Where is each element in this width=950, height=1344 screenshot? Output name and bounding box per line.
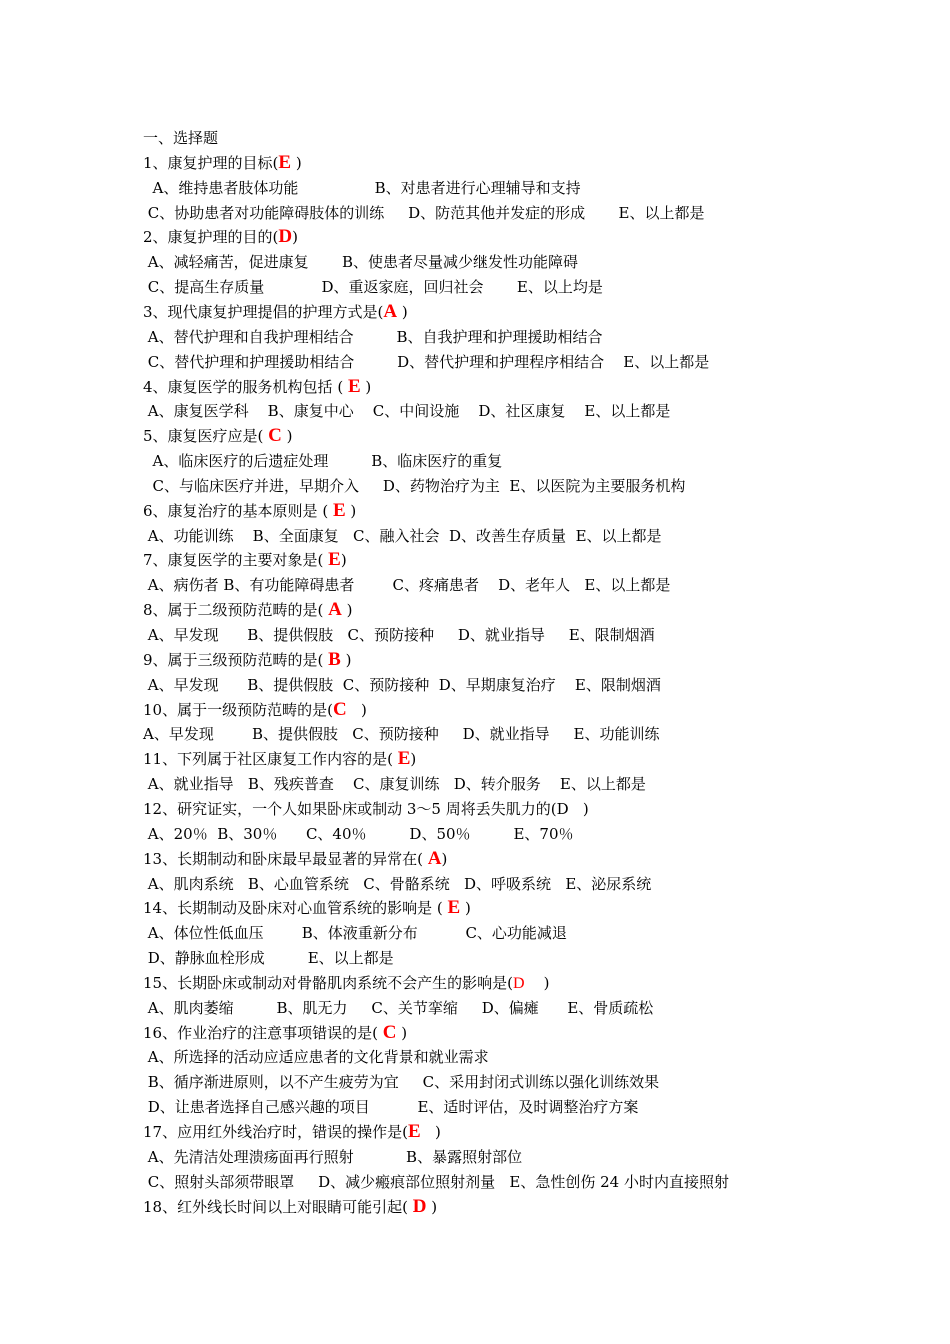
question-close: ) bbox=[426, 1197, 438, 1216]
question-stem bbox=[143, 550, 347, 570]
question-stem bbox=[143, 426, 293, 446]
question-text: 应用红外线治疗时，错误的操作是( bbox=[177, 1123, 408, 1141]
question-text: 康复医疗应是( bbox=[167, 427, 269, 446]
option-line: A、减轻痛苦，促进康复 B、使患者尽量减少继发性功能障碍 bbox=[143, 253, 579, 272]
option-line: A、早发现 B、提供假肢 C、预防接种 D、早期康复治疗 E、限制烟酒 bbox=[143, 675, 661, 694]
question-text: 康复护理的目标( bbox=[167, 153, 279, 172]
question-number: 2、 bbox=[143, 228, 168, 247]
question-text: 红外线长时间以上对眼睛可能引起( bbox=[177, 1197, 413, 1216]
question-number: 17、 bbox=[143, 1123, 178, 1141]
question-stem bbox=[143, 849, 447, 869]
question-close: ) bbox=[441, 849, 448, 868]
question-text: 现代康复护理提倡的护理方式是( bbox=[167, 302, 384, 321]
question-text: 下列属于社区康复工作内容的是( bbox=[177, 750, 398, 769]
question-close: ) bbox=[360, 377, 372, 396]
question-number: 14、 bbox=[143, 899, 178, 918]
question-stem bbox=[143, 377, 371, 397]
question-close: ) bbox=[346, 700, 367, 719]
answer-letter: E bbox=[332, 499, 346, 521]
question-number: 12、 bbox=[143, 799, 178, 818]
option-line: A、临床医疗的后遗症处理 B、临床医疗的重复 bbox=[143, 452, 503, 471]
answer-letter: E bbox=[328, 549, 341, 571]
question-text: 长期制动及卧床对心血管系统的影响是 ( bbox=[177, 899, 448, 918]
option-line: A、肌肉系统 B、心血管系统 C、骨骼系统 D、呼吸系统 E、泌尿系统 bbox=[143, 874, 652, 893]
question-stem bbox=[143, 1197, 437, 1217]
answer-letter: A bbox=[328, 599, 342, 621]
question-close: ) bbox=[410, 750, 417, 769]
option-line: A、20％ B、30％ C、40％ D、50％ E、70％ bbox=[143, 824, 574, 843]
question-number: 1、 bbox=[143, 153, 168, 172]
question-stem bbox=[143, 650, 351, 670]
question-stem bbox=[143, 799, 589, 819]
option-line: A、先清洁处理溃疡面再行照射 B、暴露照射部位 bbox=[143, 1147, 523, 1166]
question-number: 4、 bbox=[143, 377, 168, 396]
answer-letter: B bbox=[328, 648, 341, 670]
question-close: ) bbox=[340, 551, 347, 570]
answer-letter: D bbox=[412, 1195, 427, 1217]
question-text: 属于二级预防范畴的是( bbox=[167, 601, 329, 620]
answer-letter: E bbox=[407, 1121, 421, 1142]
option-line: A、功能训练 B、全面康复 C、融入社会 D、改善生存质量 E、以上都是 bbox=[143, 526, 662, 545]
section-title: 一、选择题 bbox=[143, 129, 219, 147]
answer-letter: A bbox=[427, 847, 442, 869]
question-number: 7、 bbox=[143, 551, 168, 570]
answer-letter: E bbox=[447, 897, 461, 919]
question-stem bbox=[143, 153, 302, 173]
option-line: A、肌肉萎缩 B、肌无力 C、关节挛缩 D、偏瘫 E、骨质疏松 bbox=[143, 998, 654, 1017]
answer-letter: E bbox=[278, 151, 292, 173]
question-text: 康复治疗的基本原则是 ( bbox=[167, 501, 333, 520]
question-close: ) bbox=[460, 899, 471, 918]
option-line: A、所选择的活动应适应患者的文化背景和就业需求 bbox=[143, 1048, 489, 1067]
answer-letter: D bbox=[512, 974, 525, 992]
question-text: 作业治疗的注意事项错误的是( bbox=[177, 1023, 383, 1042]
question-text: 康复医学的主要对象是( bbox=[167, 551, 329, 570]
option-line: A、替代护理和自我护理相结合 B、自我护理和护理援助相结合 bbox=[143, 327, 603, 346]
option-line: D、让患者选择自己感兴趣的项目 E、适时评估，及时调整治疗方案 bbox=[143, 1098, 639, 1117]
question-number: 8、 bbox=[143, 601, 168, 620]
question-number: 11、 bbox=[143, 750, 178, 769]
answer-letter: C bbox=[332, 698, 347, 720]
option-line: C、与临床医疗并进，早期介入 D、药物治疗为主 E、以医院为主要服务机构 bbox=[143, 476, 686, 495]
question-text: 长期卧床或制动对骨骼肌肉系统不会产生的影响是( bbox=[177, 973, 513, 992]
question-close: ) bbox=[397, 302, 408, 321]
option-line: D、静脉血栓形成 E、以上都是 bbox=[143, 949, 394, 968]
question-close: ) bbox=[420, 1123, 441, 1141]
option-line: C、协助患者对功能障碍肢体的训练 D、防范其他并发症的形成 E、以上都是 bbox=[143, 203, 705, 222]
question-stem bbox=[143, 1023, 407, 1043]
question-stem bbox=[143, 898, 471, 918]
question-close: ) bbox=[345, 501, 357, 520]
answer-letter: C bbox=[268, 425, 282, 447]
option-line: A、早发现 B、提供假肢 C、预防接种 D、就业指导 E、功能训练 bbox=[143, 725, 660, 744]
option-line: C、提高生存质量 D、重返家庭，回归社会 E、以上均是 bbox=[143, 278, 603, 297]
question-stem bbox=[143, 700, 367, 720]
question-text: 长期制动和卧床最早最显著的异常在( bbox=[177, 849, 428, 868]
question-number: 15、 bbox=[143, 973, 178, 992]
question-close: ) bbox=[291, 153, 302, 172]
question-stem bbox=[143, 302, 408, 322]
question-stem bbox=[143, 1122, 441, 1142]
question-stem bbox=[143, 227, 298, 247]
question-number: 9、 bbox=[143, 650, 168, 669]
question-close: ) bbox=[524, 973, 550, 992]
option-line: C、照射头部须带眼罩 D、减少瘢痕部位照射剂量 E、急性创伤 24 小时内直接照射 bbox=[143, 1172, 729, 1191]
answer-letter: D bbox=[278, 226, 293, 248]
question-text: 属于三级预防范畴的是( bbox=[167, 650, 329, 669]
question-text: 康复医学的服务机构包括 ( bbox=[167, 377, 348, 396]
answer-letter: A bbox=[383, 300, 398, 322]
question-close: ) bbox=[341, 601, 353, 620]
option-line: A、维持患者肢体功能 B、对患者进行心理辅导和支持 bbox=[143, 178, 581, 197]
option-line: A、康复医学科 B、康复中心 C、中间设施 D、社区康复 E、以上都是 bbox=[143, 402, 671, 421]
question-number: 10、 bbox=[143, 700, 178, 719]
question-close: ) bbox=[340, 650, 352, 669]
answer-letter: E bbox=[397, 748, 411, 770]
question-text: 康复护理的目的( bbox=[167, 228, 279, 247]
option-line: A、体位性低血压 B、体液重新分布 C、心功能减退 bbox=[143, 924, 567, 943]
option-line: A、就业指导 B、残疾普查 C、康复训练 D、转介服务 E、以上都是 bbox=[143, 775, 646, 794]
option-line: B、循序渐进原则，以不产生疲劳为宜 C、采用封闭式训练以强化训练效果 bbox=[143, 1073, 660, 1092]
question-number: 13、 bbox=[143, 849, 178, 868]
question-close: ) bbox=[396, 1023, 408, 1042]
question-number: 18、 bbox=[143, 1197, 178, 1216]
question-stem bbox=[143, 749, 416, 769]
question-stem bbox=[143, 501, 356, 521]
option-line: A、早发现 B、提供假肢 C、预防接种 D、就业指导 E、限制烟酒 bbox=[143, 626, 655, 644]
answer-letter: E bbox=[347, 375, 361, 397]
question-number: 16、 bbox=[143, 1023, 178, 1042]
option-line: A、病伤者 B、有功能障碍患者 C、疼痛患者 D、老年人 E、以上都是 bbox=[143, 576, 671, 595]
question-stem bbox=[143, 600, 353, 620]
option-line: C、替代护理和护理援助相结合 D、替代护理和护理程序相结合 E、以上都是 bbox=[143, 352, 710, 371]
question-number: 6、 bbox=[143, 501, 168, 520]
question-close: ) bbox=[292, 228, 298, 247]
question-number: 3、 bbox=[143, 302, 168, 321]
question-text: 属于一级预防范畴的是( bbox=[177, 700, 333, 719]
question-text: 研究证实，一个人如果卧床或制动 3～5 周将丢失肌力的(D ) bbox=[177, 799, 589, 818]
question-number: 5、 bbox=[143, 427, 168, 446]
answer-letter: C bbox=[382, 1021, 397, 1043]
question-stem bbox=[143, 973, 549, 993]
question-close: ) bbox=[281, 427, 293, 446]
